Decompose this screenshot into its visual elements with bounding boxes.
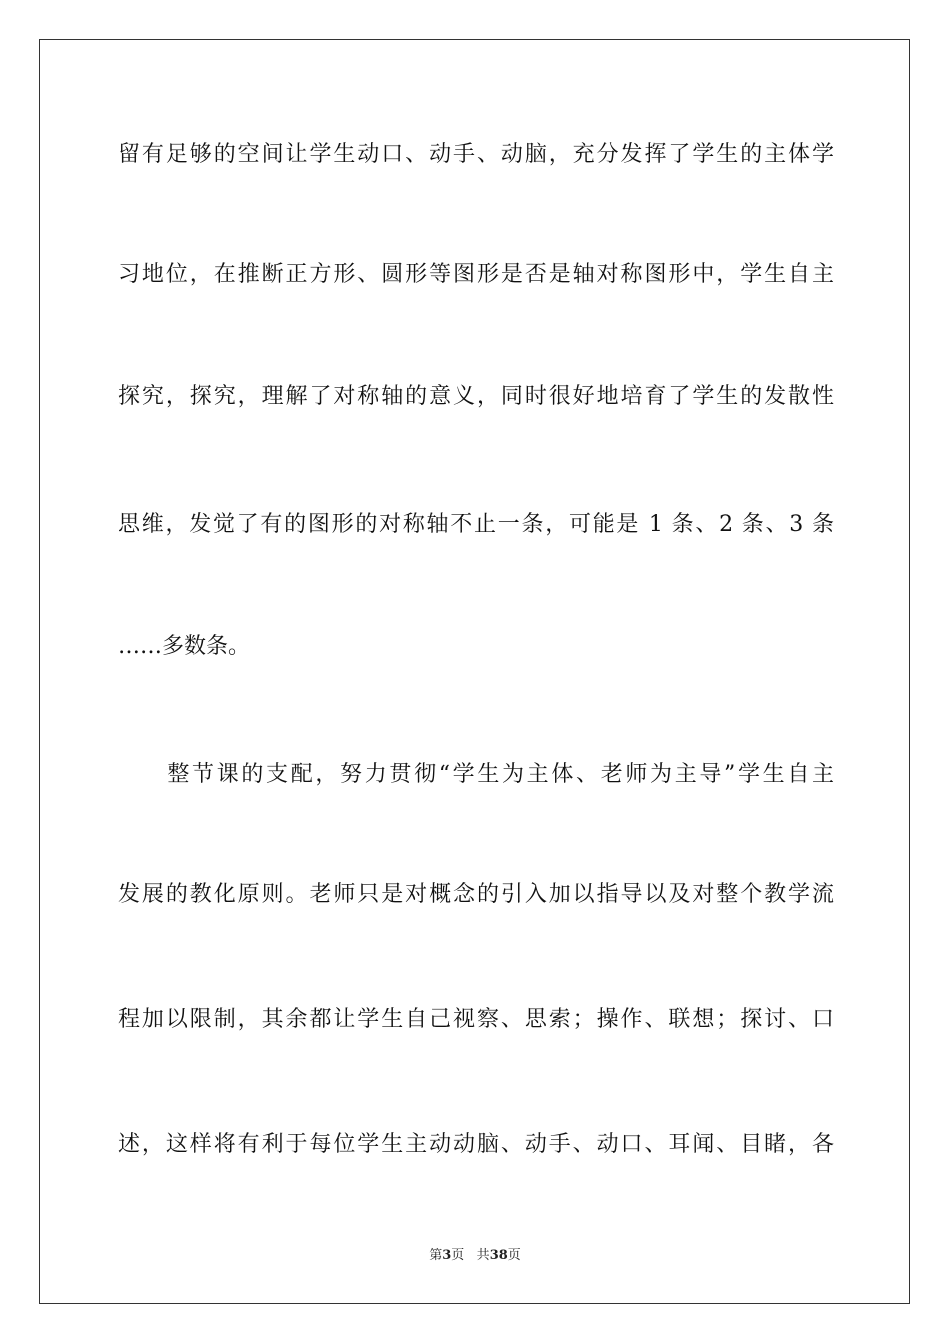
footer-page-prefix: 第 — [429, 1248, 443, 1263]
footer-page-number: 3 — [442, 1248, 452, 1263]
body-text-line-1: 留有足够的空间让学生动口、动手、动脑，充分发挥了学生的主体学 — [118, 142, 834, 167]
body-text-line-5: ……多数条。 — [118, 634, 251, 659]
page-border — [39, 39, 910, 1304]
footer-total-pages: 38 — [489, 1248, 508, 1263]
footer-total-prefix: 共 — [476, 1248, 490, 1263]
body-text-line-2: 习地位，在推断正方形、圆形等图形是否是轴对称图形中，学生自主 — [118, 262, 834, 287]
footer-total-suffix: 页 — [507, 1248, 521, 1263]
body-text-line-8: 程加以限制，其余都让学生自己视察、思索；操作、联想；探讨、口 — [118, 1007, 834, 1032]
body-text-line-7: 发展的教化原则。老师只是对概念的引入加以指导以及对整个教学流 — [118, 882, 834, 907]
body-text-line-6: 整节课的支配，努力贯彻“学生为主体、老师为主导”学生自主 — [118, 762, 834, 787]
body-text-line-4: 思维，发觉了有的图形的对称轴不止一条，可能是 1 条、2 条、3 条 — [118, 512, 834, 537]
page-footer — [0, 1248, 950, 1264]
footer-page-suffix: 页 — [451, 1248, 465, 1263]
body-text-line-3: 探究，探究，理解了对称轴的意义，同时很好地培育了学生的发散性 — [118, 384, 834, 409]
body-text-line-9: 述，这样将有利于每位学生主动动脑、动手、动口、耳闻、目睹，各 — [118, 1132, 834, 1157]
